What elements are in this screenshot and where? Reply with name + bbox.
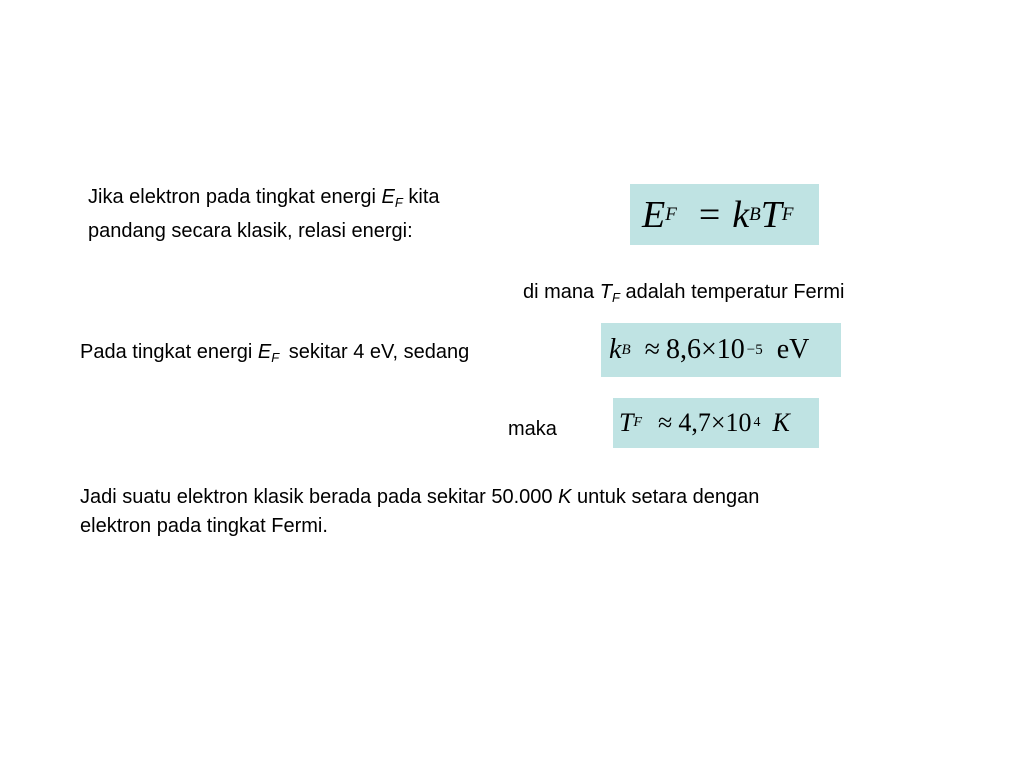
eq3-times: × bbox=[710, 408, 726, 437]
conclusion-line-1 bbox=[80, 483, 759, 512]
energy-line bbox=[80, 338, 469, 372]
eq2-exponent: −5 bbox=[746, 341, 763, 358]
fermi-temperature-equation bbox=[613, 398, 819, 448]
boltzmann-constant-equation bbox=[601, 323, 841, 377]
conclusion-unit: K bbox=[558, 486, 572, 508]
intro-paragraph bbox=[88, 183, 440, 246]
eq2-times: × bbox=[700, 334, 717, 365]
maka-label: maka bbox=[508, 418, 557, 440]
eq2-k-sub: B bbox=[621, 341, 631, 358]
eq1-k: k bbox=[732, 193, 750, 236]
eq1-t: T bbox=[760, 193, 782, 236]
energy-prefix: Pada tingkat energi bbox=[80, 341, 253, 363]
eq1-lhs: E bbox=[642, 193, 666, 236]
eq3-approx: ≈ bbox=[658, 408, 673, 437]
intro-var-sub: F bbox=[394, 195, 403, 210]
conclusion-paragraph bbox=[80, 483, 759, 541]
conclusion-line1-prefix: Jadi suatu elektron klasik berada pada sekitar 50.000 bbox=[80, 486, 553, 508]
where-prefix: di mana bbox=[523, 281, 595, 303]
conclusion-line-2: elektron pada tingkat Fermi. bbox=[80, 515, 328, 537]
intro-line-2: pandang secara klasik, relasi energi: bbox=[88, 220, 413, 242]
intro-line-1 bbox=[88, 183, 440, 217]
eq3-t: T bbox=[619, 408, 634, 437]
fermi-energy-equation bbox=[630, 184, 819, 245]
where-var-sub: F bbox=[611, 290, 620, 305]
where-var: T bbox=[599, 281, 612, 303]
where-suffix: adalah temperatur Fermi bbox=[625, 281, 845, 303]
eq1-k-sub: B bbox=[749, 203, 761, 225]
eq1-t-sub: F bbox=[781, 203, 794, 225]
intro-line1-suffix: kita bbox=[408, 186, 440, 208]
intro-var: E bbox=[381, 186, 395, 208]
eq3-mantissa: 4,7 bbox=[678, 408, 711, 437]
conclusion-line1-suffix: untuk setara dengan bbox=[577, 486, 760, 508]
eq2-mantissa: 8,6 bbox=[665, 334, 701, 365]
eq3-exponent: 4 bbox=[753, 415, 761, 430]
eq1-equals: = bbox=[698, 193, 721, 236]
eq2-k: k bbox=[609, 334, 622, 365]
eq3-unit: K bbox=[772, 408, 790, 437]
eq2-approx: ≈ bbox=[644, 334, 660, 365]
eq2-base: 10 bbox=[716, 334, 745, 365]
energy-var: E bbox=[257, 341, 272, 363]
eq3-base: 10 bbox=[725, 408, 752, 437]
intro-line1-prefix: Jika elektron pada tingkat energi bbox=[88, 186, 376, 208]
energy-suffix: sekitar 4 eV, sedang bbox=[288, 341, 470, 363]
eq2-unit: eV bbox=[776, 334, 810, 365]
eq1-lhs-sub: F bbox=[665, 203, 677, 225]
where-line bbox=[523, 278, 844, 312]
energy-var-sub: F bbox=[271, 350, 280, 365]
eq3-t-sub: F bbox=[633, 415, 643, 430]
